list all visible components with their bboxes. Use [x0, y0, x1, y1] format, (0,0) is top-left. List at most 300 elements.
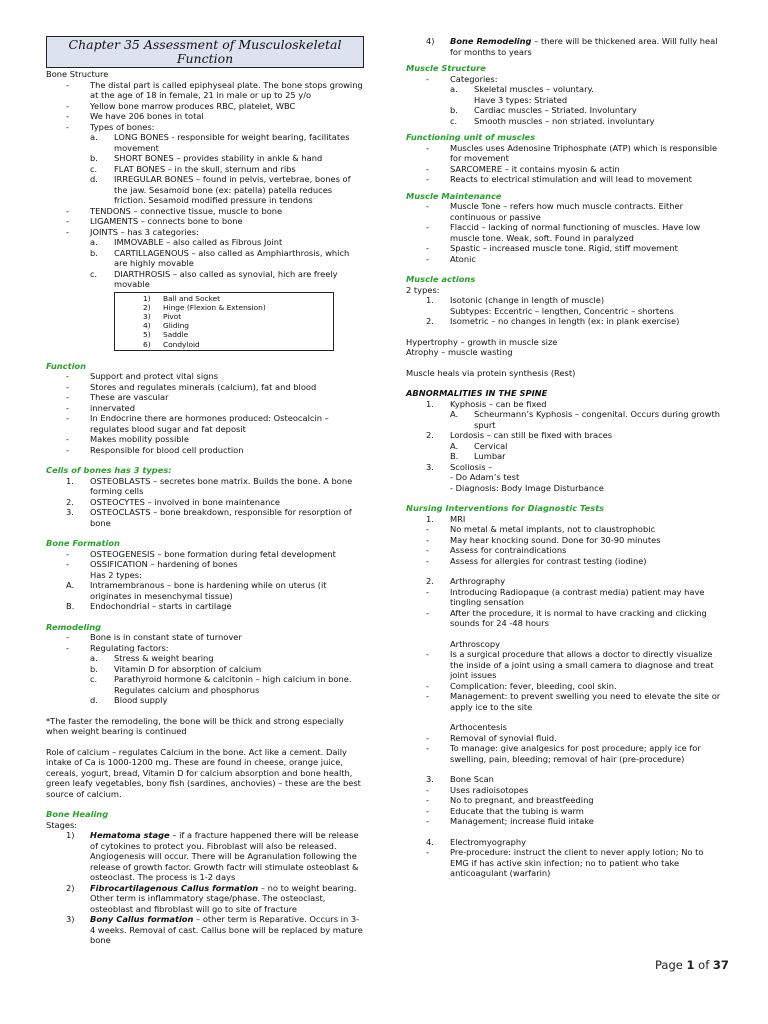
item-text: FLAT BONES – in the skull, sternum and ribs [114, 163, 296, 174]
list-item [406, 472, 724, 483]
item-text: Arthocentesis [450, 722, 507, 732]
item-text: To manage: give analgesics for post procedure; apply ice for swelling, pain, bleeding; removal of hair (pre-procedure) [450, 743, 701, 764]
item-text: Introducing Radiopaque (a contrast media) patient may have tingling sensation [450, 586, 705, 607]
item-text: Atonic [450, 253, 476, 264]
item-marker: 4) [143, 321, 151, 331]
list-item [406, 743, 724, 764]
item-marker: b. [90, 247, 98, 258]
list-item [46, 132, 364, 153]
list-item [406, 816, 724, 827]
list-item [406, 201, 724, 222]
item-text: Yellow bone marrow produces RBC, platelet, WBC [90, 100, 296, 111]
item-text: We have 206 bones in total [90, 111, 204, 121]
item-text: Lumbar [474, 451, 506, 461]
list-item [406, 681, 724, 692]
item-marker: - [426, 524, 429, 534]
list-item [46, 269, 364, 290]
list-item [46, 830, 364, 883]
list-item [46, 101, 364, 112]
item-marker: - [426, 545, 429, 555]
item-text: IMMOVABLE – also called as Fibrous Joint [114, 237, 283, 247]
list-item [406, 451, 724, 462]
item-text: No metal & metal implants, not to claustrophobic [450, 524, 656, 534]
section-heading: Remodeling [46, 621, 102, 632]
item-text: Muscles uses Adenosine Triphosphate (ATP) which is responsible for movement [450, 142, 718, 163]
item-marker: A. [66, 580, 75, 591]
item-text: Educate that the tubing is warm [450, 805, 584, 816]
item-body: – no to weight bearing. Other term is inflammatory stage/phase. The osteoclast, osteoblast and fibroblast will go to site of fracture [90, 882, 357, 914]
item-text: Uses radioisotopes [450, 784, 529, 795]
item-marker: - [426, 784, 429, 795]
item-text: Spastic – increased muscle tone. Rigid, stiff movement [450, 243, 678, 253]
list-item [46, 497, 364, 508]
list-item [46, 476, 364, 497]
list-item [46, 674, 364, 695]
item-text: Complication: fever, bleeding, cool skin. [450, 680, 617, 691]
list-item [46, 559, 364, 570]
title-line: Function [176, 51, 234, 66]
list-item [46, 382, 364, 393]
list-item [46, 632, 364, 643]
left-column [46, 36, 364, 946]
list-item [406, 254, 724, 265]
item-marker: - [66, 392, 69, 403]
list-item [406, 95, 724, 106]
title-line: Chapter 35 Assessment of Musculoskeletal [68, 37, 342, 52]
list-item [46, 664, 364, 675]
section-heading: Bone Formation [46, 538, 120, 549]
item-text [90, 830, 364, 883]
right-column [406, 36, 724, 879]
item-text: SARCOMERE – it contains myosin & actin [450, 163, 620, 174]
list-item [46, 216, 364, 227]
list-item [46, 403, 364, 414]
item-marker: - [66, 111, 69, 121]
item-marker: - [66, 371, 69, 382]
paragraph: Role of calcium – regulates Calcium in the bone. Act like a cement. Daily intake of Ca is 1000-1200 mg. These are found in cheese, orange juice, cereals, yogurt, bread, Vitamin D for calcium absorption and bone health, green leafy vegetables, bony fish (sardines, anchovies) – these are the best source of calcium. [46, 746, 361, 799]
list-item [406, 608, 724, 629]
list-item [46, 580, 364, 601]
item-marker: d. [90, 174, 98, 184]
list-item [46, 174, 364, 206]
list-item [406, 306, 724, 317]
item-text: Ball and Socket [163, 293, 221, 303]
item-marker: B. [66, 601, 75, 612]
item-marker: - [66, 205, 69, 216]
item-text: Have 3 types: Striated [474, 94, 568, 105]
item-marker: a. [90, 237, 98, 247]
item-marker: - [426, 534, 429, 545]
item-text: Is a surgical procedure that allows a doctor to directly visualize the inside of a joint using a small camera to diagnose and treat joint issues [450, 649, 714, 680]
list-item [46, 601, 364, 612]
item-text: Smooth muscles – non striated. involuntary [474, 115, 655, 126]
item-text: Muscle Tone – refers how much muscle contracts. Either continuous or passive [450, 201, 684, 222]
list-item [46, 413, 364, 434]
item-marker: A. [450, 409, 459, 419]
item-marker: 2) [143, 302, 151, 312]
item-marker: - [426, 174, 429, 184]
list-item [46, 237, 364, 248]
list-item [406, 649, 724, 681]
table-row [115, 321, 333, 330]
item-marker: - [426, 680, 429, 691]
item-text: Pivot [163, 311, 182, 321]
item-text: Bone Scan [450, 774, 494, 784]
list-item [46, 206, 364, 217]
item-marker: 3) [66, 914, 75, 925]
synovial-joint-table [114, 292, 334, 351]
item-marker: b. [90, 663, 98, 674]
item-text: Condyloid [163, 339, 200, 349]
list-item [46, 80, 364, 101]
list-item [406, 316, 724, 327]
item-marker: 2) [66, 882, 75, 893]
section-heading: Muscle Maintenance [406, 190, 502, 201]
item-marker: 3. [426, 774, 434, 784]
item-marker: 6) [143, 339, 151, 349]
item-text: DIARTHROSIS – also called as synovial, hich are freely movable [114, 268, 338, 289]
list-item [46, 653, 364, 664]
item-marker: - [66, 216, 69, 226]
item-marker: 3. [426, 461, 434, 472]
item-marker: d. [90, 695, 98, 706]
item-marker: - [426, 805, 429, 816]
item-marker: c. [450, 115, 458, 126]
item-marker: c. [90, 674, 98, 685]
item-marker [406, 472, 450, 483]
item-text: Endochondrial – starts in cartilage [90, 601, 232, 612]
list-item [46, 434, 364, 445]
paragraph: Atrophy – muscle wasting [406, 347, 513, 357]
item-marker: 2. [426, 430, 434, 440]
section-heading: Bone Structure [46, 69, 109, 79]
item-marker: b. [450, 105, 458, 115]
item-text: OSTEOGENESIS – bone formation during fetal development [90, 548, 336, 559]
item-text: LIGAMENTS – connects bone to bone [90, 216, 243, 226]
item-marker: 1. [426, 513, 434, 524]
item-marker: - [66, 226, 69, 237]
list-item [406, 524, 724, 535]
item-marker: 3) [143, 311, 151, 321]
sub-label: Stages: [46, 819, 78, 830]
item-marker: - [66, 632, 69, 643]
item-marker: - [426, 586, 429, 597]
list-item [406, 143, 724, 164]
section-heading: ABNORMALITIES IN THE SPINE [406, 388, 548, 398]
list-item [46, 549, 364, 560]
item-marker: - [66, 413, 69, 424]
paragraph: Hypertrophy – growth in muscle size [406, 336, 558, 347]
item-marker: B. [450, 451, 459, 461]
page-title [46, 36, 364, 68]
item-marker: - [426, 243, 429, 253]
item-emphasis: Fibrocartilagenous Callus formation [90, 882, 259, 893]
item-text: Vitamin D for absorption of calcium [114, 663, 262, 674]
table-row [115, 312, 333, 321]
list-item [46, 164, 364, 175]
item-text: Intramembranous – bone is hardening while on uterus (it originates in mesenchymal tissue) [90, 580, 327, 601]
item-marker [406, 95, 474, 106]
item-text: Support and protect vital signs [90, 371, 219, 382]
list-item [406, 243, 724, 254]
item-marker: - [426, 732, 429, 743]
item-emphasis: Bony Callus formation [90, 914, 194, 925]
list-item [46, 507, 364, 528]
item-marker: - [426, 142, 429, 153]
item-body: – there will be thickened area. Will fully heal for months to years [450, 36, 718, 57]
list-item [406, 174, 724, 185]
item-marker: 2. [426, 576, 434, 586]
item-text: Management: to prevent swelling you need to elevate the site or apply ice to the site [450, 691, 721, 712]
section-heading: Nursing Interventions for Diagnostic Tests [406, 503, 605, 513]
table-row [115, 294, 333, 303]
list-item [406, 105, 724, 116]
item-text: Cervical [474, 440, 508, 451]
list-item [406, 430, 724, 441]
item-text: JOINTS – has 3 categories: [90, 226, 199, 237]
list-item [46, 248, 364, 269]
item-text: May hear knocking sound. Done for 30-90 minutes [450, 534, 661, 545]
item-marker: 4. [426, 836, 434, 847]
list-item [406, 84, 724, 95]
sub-label: 2 types: [406, 284, 440, 295]
paragraph: Muscle heals via protein synthesis (Rest) [406, 367, 576, 378]
note: *The faster the remodeling, the bone will be thick and strong especially when weight bearing is continued [46, 715, 344, 737]
item-marker: - [66, 434, 69, 445]
list-item [46, 111, 364, 122]
table-row [115, 303, 333, 312]
item-marker: 2. [426, 316, 434, 326]
item-emphasis: Hematoma stage [90, 830, 170, 841]
item-emphasis: Bone Remodeling [450, 36, 532, 46]
item-marker: - [426, 816, 429, 826]
item-marker: a. [450, 84, 458, 94]
item-text: OSSIFICATION – hardening of bones [90, 559, 238, 570]
item-text: LONG BONES - responsible for weight bearing, facilitates movement [114, 132, 350, 153]
item-text: Gliding [163, 321, 189, 331]
list-item [46, 227, 364, 238]
item-text: Hinge (Flexion & Extension) [163, 302, 266, 312]
item-text [450, 36, 724, 57]
list-item [406, 462, 724, 473]
item-marker: b. [90, 153, 98, 163]
item-text: IRREGULAR BONES – found in pelvis, vertebrae, bones of the jaw. Sesamoid bone (ex: patella) patella reduces friction. Sesamoid modified pressure in tendons [114, 174, 351, 205]
list-item [46, 883, 364, 915]
item-marker: - [66, 548, 69, 559]
item-marker: - [426, 847, 429, 857]
item-marker: - [426, 691, 429, 701]
item-text: Management; increase fluid intake [450, 816, 594, 826]
item-marker: 1) [143, 293, 151, 303]
item-marker: c. [90, 268, 98, 279]
section-heading: Muscle actions [406, 274, 476, 284]
item-text: Pre-procedure: instruct the client to never apply lotion; No to EMG if has active skin infection; no to patient who take anticoagulant (warfarin) [450, 847, 704, 878]
table-row [115, 340, 333, 349]
table-row [115, 330, 333, 339]
item-text: OSTEOCYTES – involved in bone maintenance [90, 496, 281, 507]
item-marker [406, 722, 450, 733]
item-marker [406, 483, 450, 494]
section-heading: Functioning unit of muscles [406, 132, 536, 142]
list-item [406, 733, 724, 744]
item-text: Arthrography [450, 576, 506, 586]
item-text: No to pregnant, and breastfeeding [450, 795, 594, 805]
item-text [90, 914, 364, 946]
item-marker: - [66, 444, 69, 455]
item-text: - Diagnosis: Body Image Disturbance [450, 482, 604, 493]
list-item [46, 122, 364, 133]
list-item [406, 116, 724, 127]
item-text: MRI [450, 513, 466, 524]
item-text: Electromyography [450, 836, 527, 847]
item-marker: 2. [66, 496, 74, 507]
list-item [46, 371, 364, 382]
item-marker: - [426, 795, 429, 805]
item-marker: - [426, 607, 429, 618]
item-marker: - [66, 642, 69, 653]
list-item [46, 392, 364, 403]
list-item [406, 36, 724, 57]
list-item [406, 545, 724, 556]
list-item [406, 164, 724, 175]
item-text: Isotonic (change in length of muscle) [450, 295, 605, 305]
list-item [406, 295, 724, 306]
item-text: Removal of synovial fluid. [450, 732, 557, 743]
item-marker: - [426, 201, 429, 211]
list-item [406, 535, 724, 546]
list-item [406, 441, 724, 452]
item-marker: 1) [66, 830, 75, 841]
sub-label: Has 2 types: [90, 569, 142, 580]
item-text: After the procedure, it is normal to have cracking and clicking sounds for 24 -48 hours [450, 607, 707, 628]
list-item [406, 556, 724, 567]
item-text: Parathyroid hormone & calcitonin – high calcium in bone. Regulates calcium and phosphorus [114, 674, 352, 695]
list-item [406, 409, 724, 430]
item-text: Types of bones: [90, 121, 155, 132]
item-text: Subtypes: Eccentric – lengthen, Concentric – shortens [450, 305, 674, 316]
item-text: Categories: [450, 73, 498, 84]
item-text: innervated [90, 402, 135, 413]
section-heading: Cells of bones has 3 types: [46, 465, 172, 476]
test-name [406, 576, 724, 587]
item-text: SHORT BONES – provides stability in ankle & hand [114, 153, 323, 163]
page-number: Page 1 of 37 [655, 958, 729, 972]
item-text: Makes mobility possible [90, 434, 189, 445]
item-marker: - [426, 163, 429, 174]
item-text: Scheurmann’s Kyphosis – congenital. Occurs during growth spurt [474, 409, 721, 430]
list-item [46, 914, 364, 946]
item-marker: 1. [426, 398, 434, 409]
item-text: OSTEOCLASTS – bone breakdown, responsible for resorption of bone [90, 507, 352, 528]
test-name [406, 837, 724, 848]
item-marker: 1. [66, 475, 74, 486]
list-item [406, 222, 724, 243]
list-item [406, 483, 724, 494]
item-text: The distal part is called epiphyseal plate. The bone stops growing at the age of 18 in female, 21 in male or up to 25 y/o [90, 79, 363, 100]
test-name [406, 774, 724, 785]
item-text: Stores and regulates minerals (calcium), fat and blood [90, 381, 317, 392]
item-marker: a. [90, 132, 98, 142]
section-heading: Bone Healing [46, 809, 109, 820]
item-text: Kyphosis – can be fixed [450, 398, 547, 409]
item-marker: 5) [143, 330, 151, 340]
list-item [406, 691, 724, 712]
item-text: Bone is in constant state of turnover [90, 632, 242, 643]
section-heading: Function [46, 360, 87, 371]
item-text: Flaccid – lacking of normal functioning of muscles. Have low muscle tone. Weak, soft. Found in paralyzed [450, 222, 701, 243]
list-item [46, 695, 364, 706]
list-item [406, 74, 724, 85]
item-marker: 3. [66, 507, 74, 518]
item-marker: a. [90, 653, 98, 664]
item-text: Blood supply [114, 695, 168, 706]
item-marker [406, 306, 450, 317]
item-body: – if a fracture happened there will be release of cytokines to protect you. Fibroblast will also be released. Angiogenesis will occur. There will be Agranulation following the release of growth factor. Growth factr will stimulate osteoblast & osteoclast. The process is 1-2 days [90, 830, 359, 883]
item-marker: A. [450, 440, 459, 451]
list-item [406, 785, 724, 796]
item-text: These are vascular [90, 392, 169, 403]
item-marker [406, 639, 450, 650]
item-text: Regulating factors: [90, 642, 169, 653]
item-marker: - [66, 121, 69, 132]
list-item [46, 153, 364, 164]
item-text: TENDONS – connective tissue, muscle to bone [90, 205, 283, 216]
item-marker: - [426, 743, 429, 753]
item-text: Scoliosis – [450, 461, 493, 472]
item-text [90, 883, 364, 915]
item-marker: - [426, 253, 429, 264]
section-heading: Muscle Structure [406, 63, 486, 73]
list-item [406, 399, 724, 410]
item-text: Assess for allergies for contrast testing (iodine) [450, 555, 647, 566]
item-text: In Endocrine there are hormones produced: Osteocalcin – regulates blood sugar and fat deposit [90, 413, 329, 434]
list-item [406, 587, 724, 608]
list-item [406, 806, 724, 817]
item-marker: - [426, 73, 429, 84]
item-text: Reacts to electrical stimulation and will lead to movement [450, 174, 692, 184]
list-item [46, 445, 364, 456]
item-text: Saddle [163, 330, 189, 340]
item-text: Cardiac muscles – Striated. Involuntary [474, 105, 637, 115]
item-marker: - [66, 100, 69, 111]
list-item [406, 795, 724, 806]
item-text: Assess for contraindications [450, 545, 567, 555]
item-marker: - [66, 381, 69, 392]
item-marker: c. [90, 163, 98, 174]
item-text: CARTILLAGENOUS – also called as Amphiarthrosis, which are highly movable [114, 247, 350, 268]
test-name [406, 514, 724, 525]
item-marker: - [426, 649, 429, 659]
list-item [46, 643, 364, 654]
item-text: Isometric – no changes in length (ex: in plank exercise) [450, 316, 680, 326]
item-marker: - [66, 79, 69, 90]
item-text: Lordosis – can still be fixed with braces [450, 430, 613, 440]
item-body: – other term is Reparative. Occurs in 3-4 weeks. Removal of cast. Callus bone will be replaced by mature bone [90, 914, 363, 946]
item-text: Stress & weight bearing [114, 653, 214, 664]
item-marker: - [426, 555, 429, 566]
item-marker: - [66, 402, 69, 413]
item-marker: 1. [426, 295, 434, 305]
list-item [406, 847, 724, 879]
test-name [406, 639, 724, 650]
item-text: Arthroscopy [450, 638, 501, 649]
test-name [406, 722, 724, 733]
item-text: Skeletal muscles – voluntary. [474, 84, 594, 94]
item-marker: - [426, 222, 429, 232]
item-text: Responsible for blood cell production [90, 444, 244, 455]
item-text: - Do Adam’s test [450, 472, 520, 482]
item-marker: 4) [426, 36, 435, 46]
